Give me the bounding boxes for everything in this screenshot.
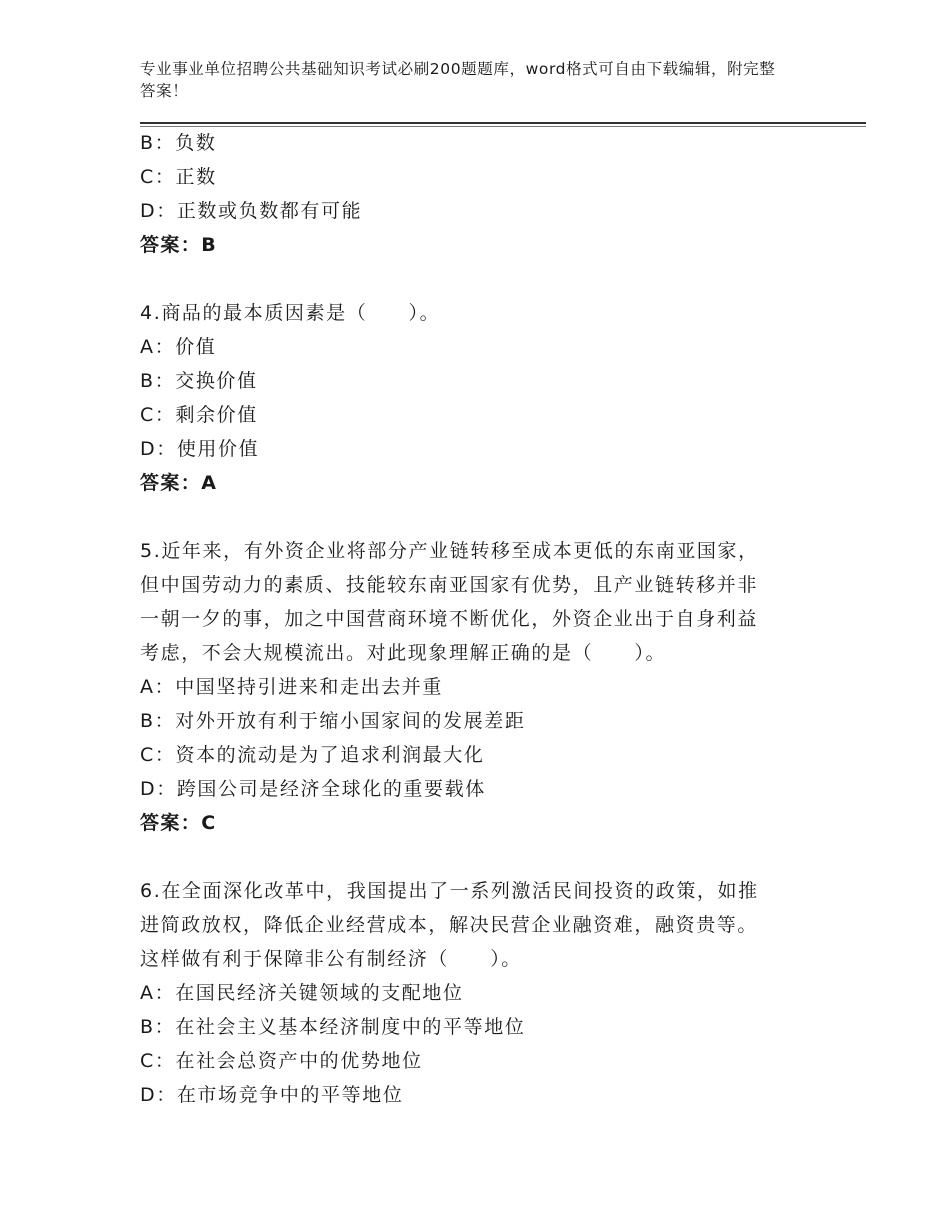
option-b: B：交换价值 <box>140 370 258 392</box>
option-d: D：使用价值 <box>140 438 260 460</box>
document-body <box>140 126 840 1112</box>
option-b: B：负数 <box>140 132 217 154</box>
option-c: C：正数 <box>140 166 217 188</box>
question-3-tail <box>140 126 840 262</box>
option-a: A：中国坚持引进来和走出去并重 <box>140 676 443 698</box>
question-4 <box>140 296 840 500</box>
spacer <box>140 262 840 296</box>
header-divider <box>140 122 866 124</box>
option-c: C：剩余价值 <box>140 404 258 426</box>
question-6 <box>140 874 840 1112</box>
answer-line: 答案：A <box>140 472 218 494</box>
option-d: D：在市场竞争中的平等地位 <box>140 1084 404 1106</box>
question-stem-line: 这样做有利于保障非公有制经济（ ）。 <box>140 948 522 970</box>
spacer <box>140 840 840 874</box>
question-stem-line: 进简政放权，降低企业经营成本，解决民营企业融资难，融资贵等。 <box>140 914 759 936</box>
option-d: D：跨国公司是经济全球化的重要载体 <box>140 778 486 800</box>
question-stem-line: 考虑，不会大规模流出。对此现象理解正确的是（ ）。 <box>140 642 667 664</box>
question-5 <box>140 534 840 840</box>
question-stem-line: 但中国劳动力的素质、技能较东南亚国家有优势，且产业链转移并非 <box>140 574 759 596</box>
answer-line: 答案：C <box>140 812 217 834</box>
page-header: 专业事业单位招聘公共基础知识考试必刷200题题库，word格式可自由下载编辑，附完整答案！ <box>140 60 776 100</box>
option-b: B：在社会主义基本经济制度中的平等地位 <box>140 1016 526 1038</box>
question-stem: 4.商品的最本质因素是（ ）。 <box>140 302 441 324</box>
spacer <box>140 500 840 534</box>
option-b: B：对外开放有利于缩小国家间的发展差距 <box>140 710 526 732</box>
option-c: C：资本的流动是为了追求利润最大化 <box>140 744 485 766</box>
question-stem-line: 5.近年来，有外资企业将部分产业链转移至成本更低的东南亚国家， <box>140 540 759 562</box>
option-a: A：价值 <box>140 336 217 358</box>
answer-line: 答案：B <box>140 234 218 256</box>
question-stem-line: 6.在全面深化改革中，我国提出了一系列激活民间投资的政策，如推 <box>140 880 759 902</box>
option-a: A：在国民经济关键领域的支配地位 <box>140 982 464 1004</box>
option-d: D：正数或负数都有可能 <box>140 200 363 222</box>
question-stem-line: 一朝一夕的事，加之中国营商环境不断优化，外资企业出于自身利益 <box>140 608 759 630</box>
option-c: C：在社会总资产中的优势地位 <box>140 1050 423 1072</box>
